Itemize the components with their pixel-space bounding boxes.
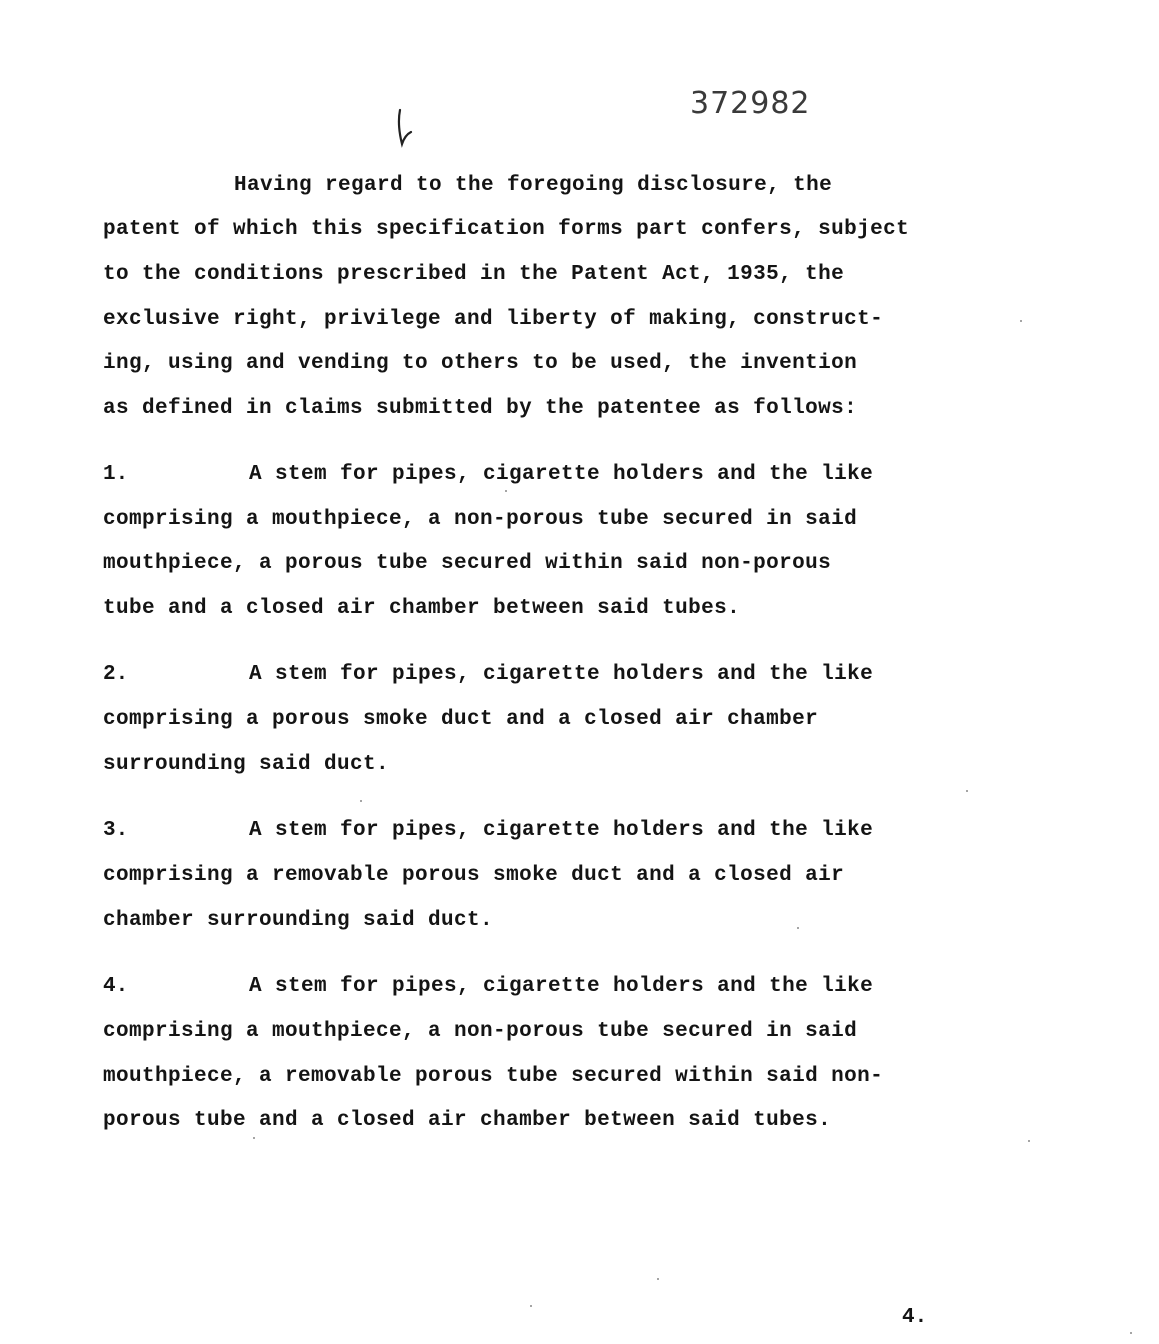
claim-number: 3. bbox=[103, 819, 129, 842]
scan-speck bbox=[1028, 1140, 1030, 1142]
scan-speck bbox=[966, 790, 968, 792]
claim-line: chamber surrounding said duct. bbox=[103, 909, 494, 932]
claim-line: tube and a closed air chamber between said tubes. bbox=[103, 597, 741, 620]
scan-speck bbox=[797, 927, 799, 929]
claim-line: comprising a mouthpiece, a non-porous tube secured in said bbox=[103, 1020, 858, 1043]
claim-number: 1. bbox=[103, 463, 129, 486]
claim-number: 2. bbox=[103, 663, 129, 686]
scan-speck bbox=[530, 1305, 532, 1307]
preamble-line: to the conditions prescribed in the Patent Act, 1935, the bbox=[103, 263, 845, 286]
preamble-line: Having regard to the foregoing disclosure, the bbox=[234, 174, 833, 197]
preamble-line: ing, using and vending to others to be used, the invention bbox=[103, 352, 858, 375]
claim-line: mouthpiece, a removable porous tube secured within said non- bbox=[103, 1065, 884, 1088]
scan-speck bbox=[253, 1137, 255, 1139]
claim-line: A stem for pipes, cigarette holders and the like bbox=[249, 819, 874, 842]
scan-speck bbox=[360, 800, 362, 802]
claim-line: A stem for pipes, cigarette holders and the like bbox=[249, 663, 874, 686]
claim-line: porous tube and a closed air chamber between said tubes. bbox=[103, 1109, 832, 1132]
claim-line: A stem for pipes, cigarette holders and the like bbox=[249, 463, 874, 486]
claim-number: 4. bbox=[103, 975, 129, 998]
preamble-line: exclusive right, privilege and liberty of making, construct- bbox=[103, 308, 884, 331]
scan-speck bbox=[1020, 320, 1022, 322]
scan-speck bbox=[657, 1278, 659, 1280]
preamble-line: patent of which this specification forms part confers, subject bbox=[103, 218, 910, 241]
preamble-line: as defined in claims submitted by the patentee as follows: bbox=[103, 397, 858, 420]
claim-line: comprising a removable porous smoke duct and a closed air bbox=[103, 864, 845, 887]
scan-speck bbox=[505, 490, 507, 492]
scan-speck bbox=[1130, 1332, 1132, 1334]
claim-line: A stem for pipes, cigarette holders and the like bbox=[249, 975, 874, 998]
handwritten-mark bbox=[392, 108, 416, 152]
claim-line: comprising a porous smoke duct and a closed air chamber bbox=[103, 708, 819, 731]
claim-line: surrounding said duct. bbox=[103, 753, 390, 776]
claim-line: mouthpiece, a porous tube secured within said non-porous bbox=[103, 552, 832, 575]
claim-line: comprising a mouthpiece, a non-porous tube secured in said bbox=[103, 508, 858, 531]
stamp-number: 372982 bbox=[690, 86, 811, 121]
page-number: 4. bbox=[902, 1306, 928, 1329]
